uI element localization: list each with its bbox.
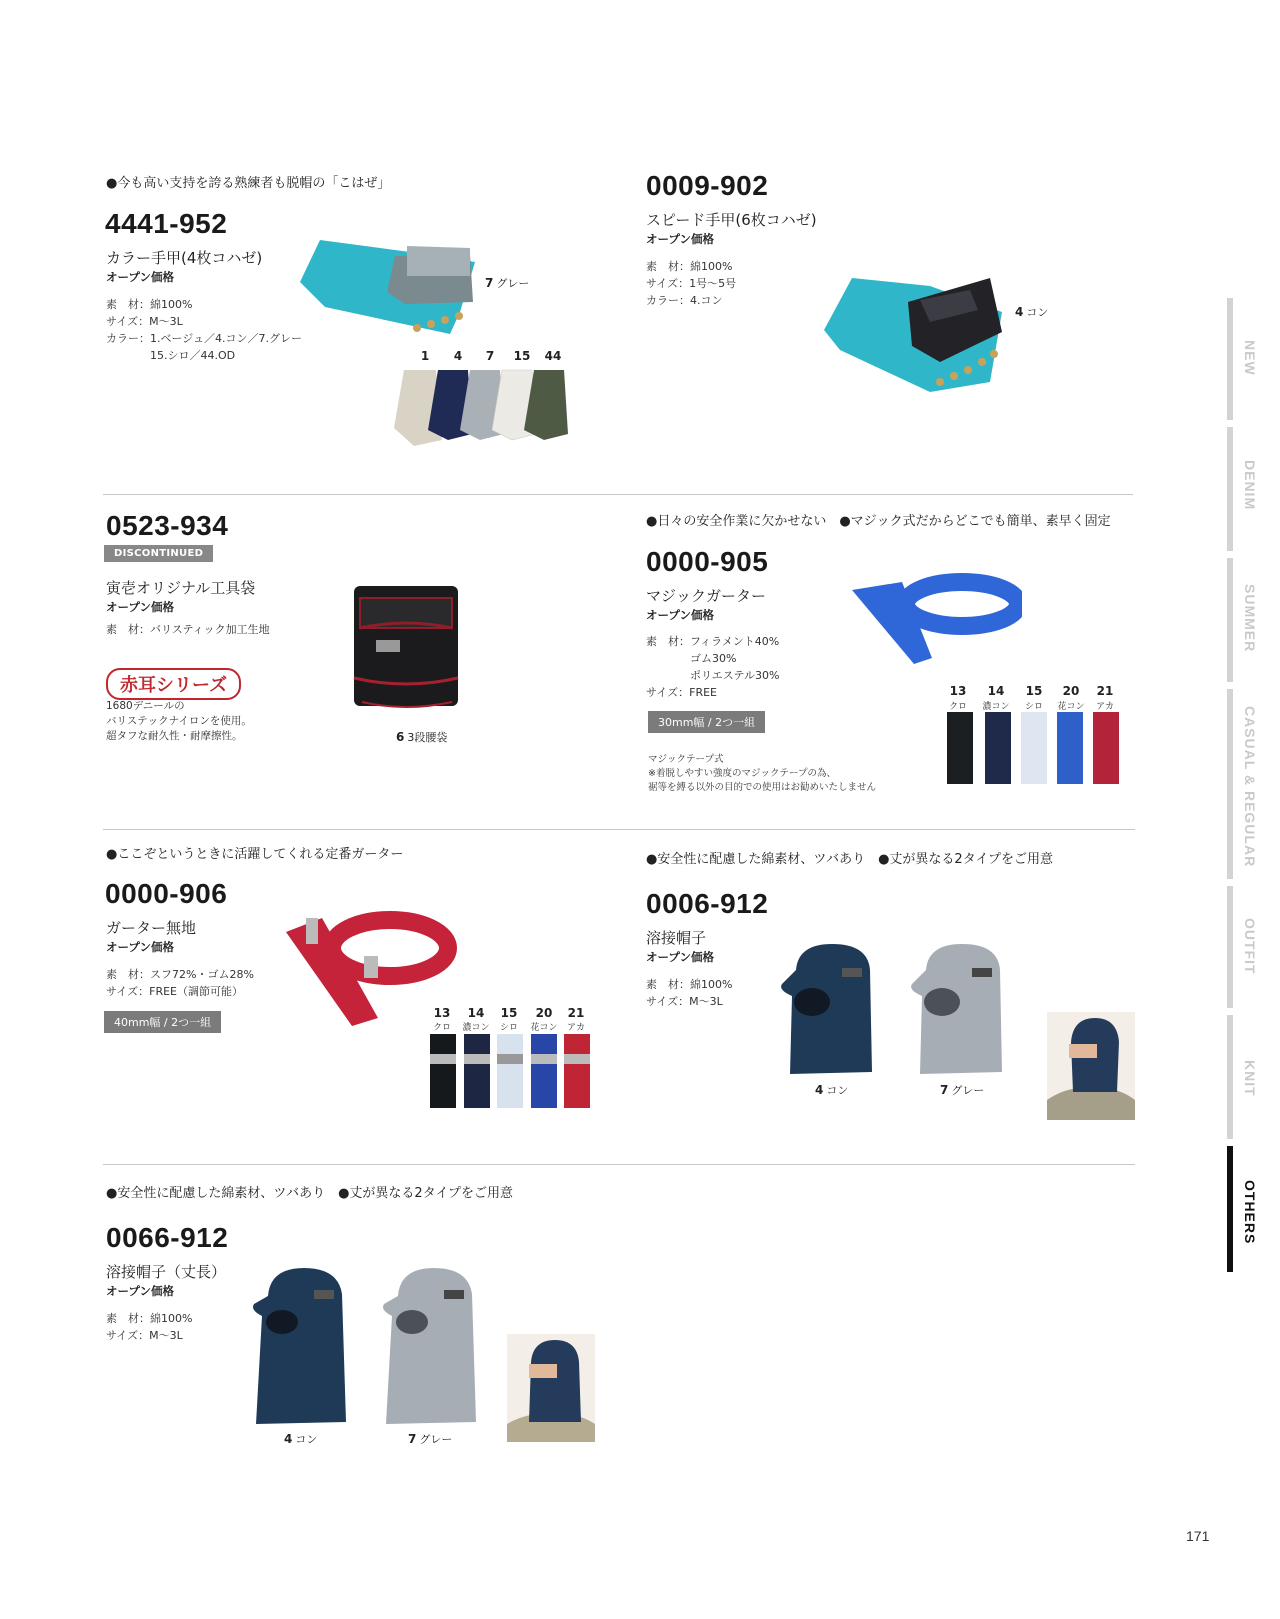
swatch-color-name: クロ: [432, 1023, 451, 1033]
label-number: 4: [284, 1432, 293, 1446]
swatch-number: 44: [544, 349, 562, 363]
product-price: オープン価格: [106, 600, 174, 614]
image-label: [1015, 304, 1048, 320]
swatch-number: 1: [420, 349, 430, 363]
series-badge: 赤耳シリーズ: [106, 668, 241, 700]
product-name: スピード手甲(6枚コハゼ): [646, 211, 817, 229]
product-image-welding-cap-long-navy: [250, 1266, 350, 1426]
product-name: ガーター無地: [106, 919, 197, 937]
swatch-color-name: 濃コン: [462, 1023, 490, 1033]
product-price: オープン価格: [106, 1284, 174, 1298]
discontinued-badge: DISCONTINUED: [104, 545, 213, 562]
product-image-hand-guard: [295, 232, 480, 342]
swatch-color-name: 濃コン: [982, 702, 1010, 712]
swatch-color-name: アカ: [1096, 702, 1114, 712]
product-spec: 素 材：綿100% サイズ：M〜3L: [106, 1312, 193, 1342]
label-number: 7: [940, 1083, 949, 1097]
product-spec: 素 材：フィラメント40% ゴム30% ポリエステル30% サイズ：FREE: [646, 635, 780, 699]
product-tagline: ●ここぞというときに活躍してくれる定番ガーター: [106, 847, 404, 862]
product-tagline: ●安全性に配慮した綿素材、ツバあり ●丈が異なる2タイプをご用意: [646, 852, 1054, 867]
tab-bar-outfit: [1227, 886, 1233, 1008]
product-tagline: ●日々の安全作業に欠かせない ●マジック式だからどこでも簡単、素早く固定: [646, 514, 1111, 529]
product-price: オープン価格: [646, 232, 714, 246]
swatch-images: [945, 712, 1125, 786]
label-type: 3段腰袋: [407, 731, 448, 744]
product-price: オープン価格: [646, 608, 714, 622]
product-name: マジックガーター: [646, 587, 767, 605]
swatch-number: 14: [467, 1006, 485, 1020]
label-color: コン: [1026, 306, 1049, 319]
label-color: グレー: [951, 1084, 985, 1097]
tab-denim[interactable]: DENIM: [1242, 460, 1258, 511]
swatch-color-name: シロ: [499, 1023, 518, 1033]
tab-casual-regular[interactable]: CASUAL & REGULAR: [1242, 706, 1258, 868]
swatch-color-name: シロ: [1024, 702, 1043, 712]
product-name: 溶接帽子: [646, 929, 707, 947]
label-color: グレー: [496, 277, 530, 290]
product-note: マジックテープ式 ※着脱しやすい強度のマジックテープの為、 裾等を縛る以外の目的での使用はお勧めいたしません: [648, 754, 877, 793]
product-spec: 素 材：綿100% サイズ：1号〜5号 カラー：4.コン: [646, 260, 737, 307]
product-image-welding-cap-long-gray: [380, 1266, 480, 1426]
product-code: 0000-906: [105, 878, 228, 909]
product-code: 0523-934: [106, 510, 229, 541]
product-name: 溶接帽子（丈長）: [106, 1263, 227, 1281]
product-price: オープン価格: [646, 950, 714, 964]
image-label: [408, 1431, 452, 1447]
product-code: 0006-912: [646, 888, 769, 919]
swatch-number: 20: [1062, 684, 1080, 698]
product-tagline: ●安全性に配慮した綿素材、ツバあり ●丈が異なる2タイプをご用意: [106, 1186, 514, 1201]
product-code: 0000-905: [646, 546, 769, 577]
size-pill: 30mm幅 / 2つ一組: [648, 711, 765, 733]
product-code: 0009-902: [646, 170, 769, 201]
product-image-welding-cap-navy: [776, 940, 882, 1076]
series-note: 1680デニールの バリステックナイロンを使用。 超タフな耐久性・耐摩擦性。: [106, 700, 252, 742]
product-image-magic-garter: [842, 568, 1022, 668]
label-color: コン: [295, 1433, 318, 1446]
product-image-tool-bag: [340, 578, 470, 716]
product-price: オープン価格: [106, 270, 174, 284]
label-number: 7: [408, 1432, 417, 1446]
image-label: [284, 1431, 317, 1447]
tab-bar-summer: [1227, 558, 1233, 682]
product-code: 4441-952: [105, 208, 228, 239]
product-spec: 素 材：綿100% サイズ：M〜3L カラー：1.ベージュ／4.コン／7.グレー 15.シロ／44.OD: [106, 298, 303, 362]
swatch-color-name: クロ: [948, 702, 967, 712]
section-divider: [103, 494, 1133, 495]
image-label: [396, 729, 447, 745]
swatch-number: 15: [513, 349, 531, 363]
swatch-images: [428, 1034, 593, 1110]
image-label: [940, 1082, 984, 1098]
product-name: 寅壱オリジナル工具袋: [106, 579, 256, 597]
label-color: グレー: [419, 1433, 453, 1446]
image-label: [815, 1082, 848, 1098]
model-photo: [1047, 1012, 1135, 1120]
product-tagline: ●今も高い支持を誇る熟練者も脱帽の「こはぜ」: [106, 176, 391, 191]
product-image-hand-guard: [820, 272, 1010, 394]
tab-summer[interactable]: SUMMER: [1242, 584, 1258, 653]
product-spec: 素 材：綿100% サイズ：M〜3L: [646, 978, 733, 1008]
swatch-number: 13: [433, 1006, 451, 1020]
image-label: [485, 275, 529, 291]
label-number: 4: [1015, 305, 1024, 319]
product-spec: 素 材：バリスティック加工生地: [106, 623, 270, 636]
swatch-number: 13: [949, 684, 967, 698]
swatch-number: 20: [535, 1006, 553, 1020]
tab-bar-denim: [1227, 427, 1233, 551]
tab-bar-others: [1227, 1146, 1233, 1272]
tab-others[interactable]: OTHERS: [1242, 1180, 1258, 1245]
tab-bar-new: [1227, 298, 1233, 420]
product-spec: 素 材：スフ72%・ゴム28% サイズ：FREE（調節可能）: [106, 968, 254, 998]
swatch-number: 14: [987, 684, 1005, 698]
label-number: 6: [396, 730, 405, 744]
swatch-color-name: アカ: [567, 1023, 585, 1033]
size-pill: 40mm幅 / 2つ一組: [104, 1011, 221, 1033]
model-photo: [507, 1334, 595, 1442]
swatch-images: [392, 366, 572, 446]
swatch-number: 4: [453, 349, 463, 363]
tab-outfit[interactable]: OUTFIT: [1242, 918, 1258, 975]
swatch-number: 7: [485, 349, 495, 363]
swatch-color-name: 花コン: [530, 1023, 558, 1033]
product-code: 0066-912: [106, 1222, 229, 1253]
product-price: オープン価格: [106, 940, 174, 954]
page-number: 171: [1186, 1528, 1210, 1544]
product-name: カラー手甲(4枚コハゼ): [106, 249, 263, 267]
label-number: 4: [815, 1083, 824, 1097]
label-number: 7: [485, 276, 494, 290]
swatch-number: 15: [500, 1006, 518, 1020]
swatch-number: 21: [1096, 684, 1114, 698]
tab-knit[interactable]: KNIT: [1242, 1060, 1258, 1097]
swatch-color-name: 花コン: [1057, 702, 1085, 712]
tab-bar-casual: [1227, 689, 1233, 879]
section-divider: [103, 1164, 1135, 1165]
tab-new[interactable]: NEW: [1242, 340, 1258, 376]
tab-bar-knit: [1227, 1015, 1233, 1139]
swatch-number: 21: [567, 1006, 585, 1020]
product-image-welding-cap-gray: [906, 940, 1012, 1076]
label-color: コン: [826, 1084, 849, 1097]
section-divider: [103, 829, 1135, 830]
swatch-number: 15: [1025, 684, 1043, 698]
